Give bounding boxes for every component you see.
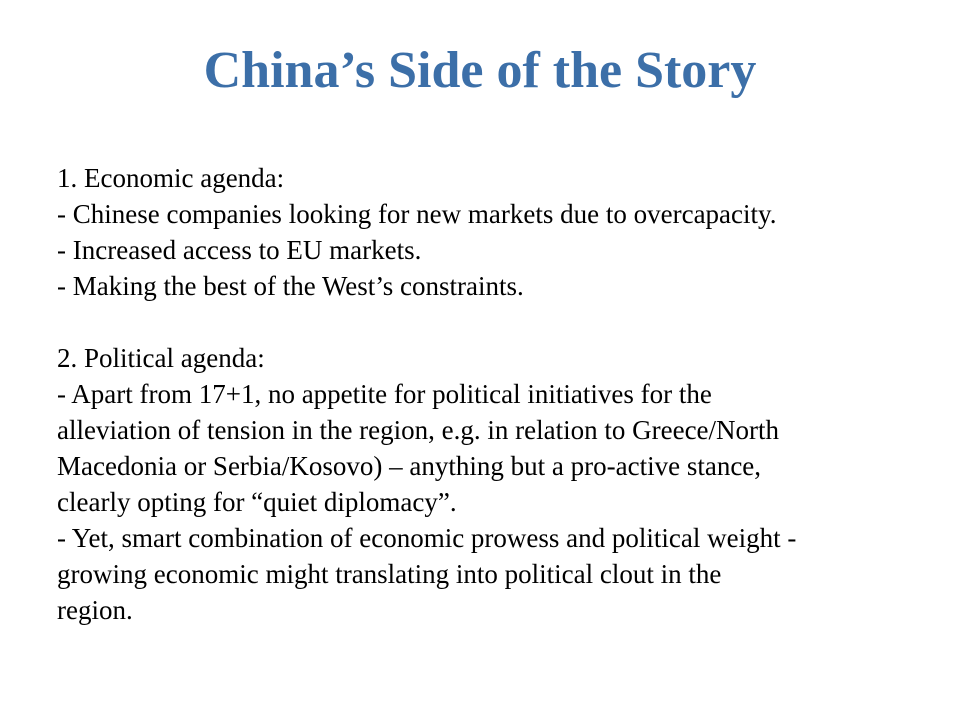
bullet-line: - Increased access to EU markets. bbox=[57, 235, 422, 265]
bullet-line: region. bbox=[57, 595, 133, 625]
bullet-line: clearly opting for “quiet diplomacy”. bbox=[57, 487, 457, 517]
section-political-agenda bbox=[57, 340, 917, 628]
section-heading: 2. Political agenda: bbox=[57, 343, 265, 373]
bullet-line: - Chinese companies looking for new markets due to overcapacity. bbox=[57, 199, 777, 229]
bullet-line: Macedonia or Serbia/Kosovo) – anything but a pro-active stance, bbox=[57, 451, 762, 481]
bullet-line: - Making the best of the West’s constraints. bbox=[57, 271, 524, 301]
section-economic-agenda bbox=[57, 160, 917, 304]
bullet-line: - Yet, smart combination of economic prowess and political weight - bbox=[57, 523, 797, 553]
section-heading: 1. Economic agenda: bbox=[57, 163, 285, 193]
bullet-line: growing economic might translating into political clout in the bbox=[57, 559, 722, 589]
bullet-line: - Apart from 17+1, no appetite for political initiatives for the bbox=[57, 379, 712, 409]
bullet-line: alleviation of tension in the region, e.g. in relation to Greece/North bbox=[57, 415, 780, 445]
section-spacer bbox=[57, 304, 917, 340]
slide-title: China’s Side of the Story bbox=[203, 42, 757, 99]
slide-body bbox=[57, 160, 917, 628]
